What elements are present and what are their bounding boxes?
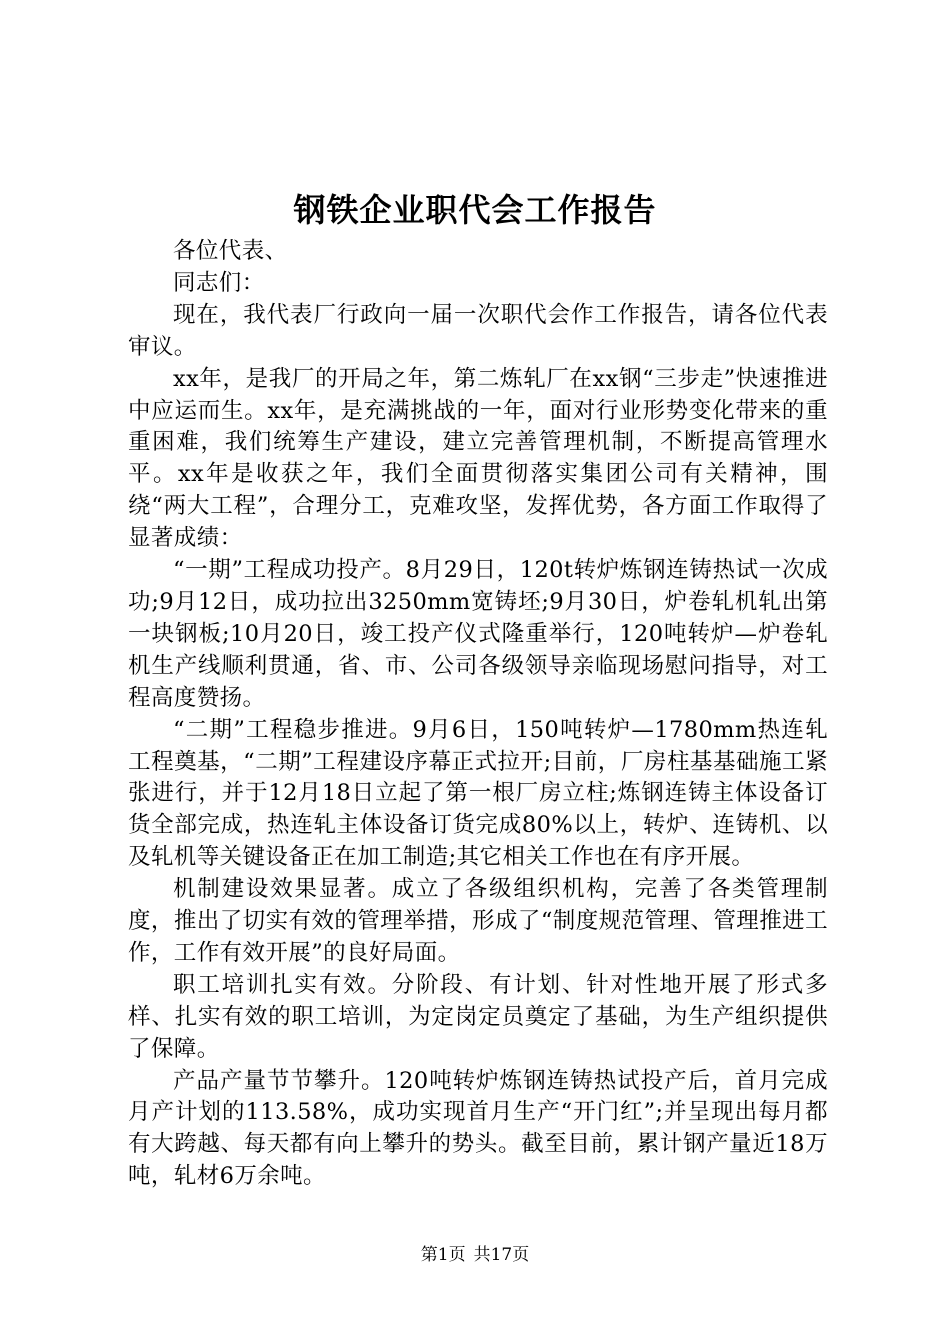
body-paragraph: 产品产量节节攀升。120吨转炉炼钢连铸热试投产后，首月完成月产计划的113.58%，成功实现首月生产“开门红”;并呈现出每月都有大跨越、每天都有向上攀升的势头。截至目前，累计钢产量近18万吨，轧材6万余吨。 (128, 1067, 828, 1190)
body-paragraph: 现在，我代表厂行政向一届一次职代会作工作报告，请各位代表审议。 (128, 301, 828, 360)
body-paragraph: 机制建设效果显著。成立了各级组织机构，完善了各类管理制度，推出了切实有效的管理举措，形成了“制度规范管理、管理推进工作，工作有效开展”的良好局面。 (128, 876, 828, 966)
body-paragraph: “一期”工程成功投产。8月29日，120t转炉炼钢连铸热试一次成功;9月12日，成功拉出3250mm宽铸坯;9月30日，炉卷轧机轧出第一块钢板;10月20日，竣工投产仪式隆重举行，120吨转炉—炉卷轧机生产线顺利贯通，省、市、公司各级领导亲临现场慰问指导，对工程高度赞扬。 (128, 557, 828, 711)
salutation-line: 各位代表、 (173, 238, 288, 264)
document-title: 钢铁企业职代会工作报告 (293, 191, 657, 229)
salutation-line: 同志们： (173, 269, 265, 296)
document-body (128, 236, 828, 1193)
body-paragraph: xx年，是我厂的开局之年，第二炼轧厂在xx钢“三步走”快速推进中应运而生。xx年，是充满挑战的一年，面对行业形势变化带来的重重困难，我们统筹生产建设，建立完善管理机制，不断提高管理水平。xx年是收获之年，我们全面贯彻落实集团公司有关精神，围绕“两大工程”，合理分工，克难攻坚，发挥优势，各方面工作取得了显著成绩： (128, 365, 828, 552)
page-total: 共17页 (473, 1245, 530, 1265)
body-paragraph: 职工培训扎实有效。分阶段、有计划、针对性地开展了形式多样、扎实有效的职工培训，为定岗定员奠定了基础，为生产组织提供了保障。 (128, 971, 828, 1062)
body-paragraph: “二期”工程稳步推进。9月6日，150吨转炉—1780mm热连轧工程奠基，“二期”工程建设序幕正式拉开;目前，厂房柱基基础施工紧张进行，并于12月18日立起了第一根厂房立柱;炼钢连铸主体设备订货全部完成，热连轧主体设备订货完成80%以上，转炉、连铸机、以及轧机等关键设备正在加工制造;其它相关工作也在有序开展。 (128, 716, 828, 871)
page-number: 第1页 (420, 1245, 466, 1265)
page-footer (0, 1243, 950, 1267)
